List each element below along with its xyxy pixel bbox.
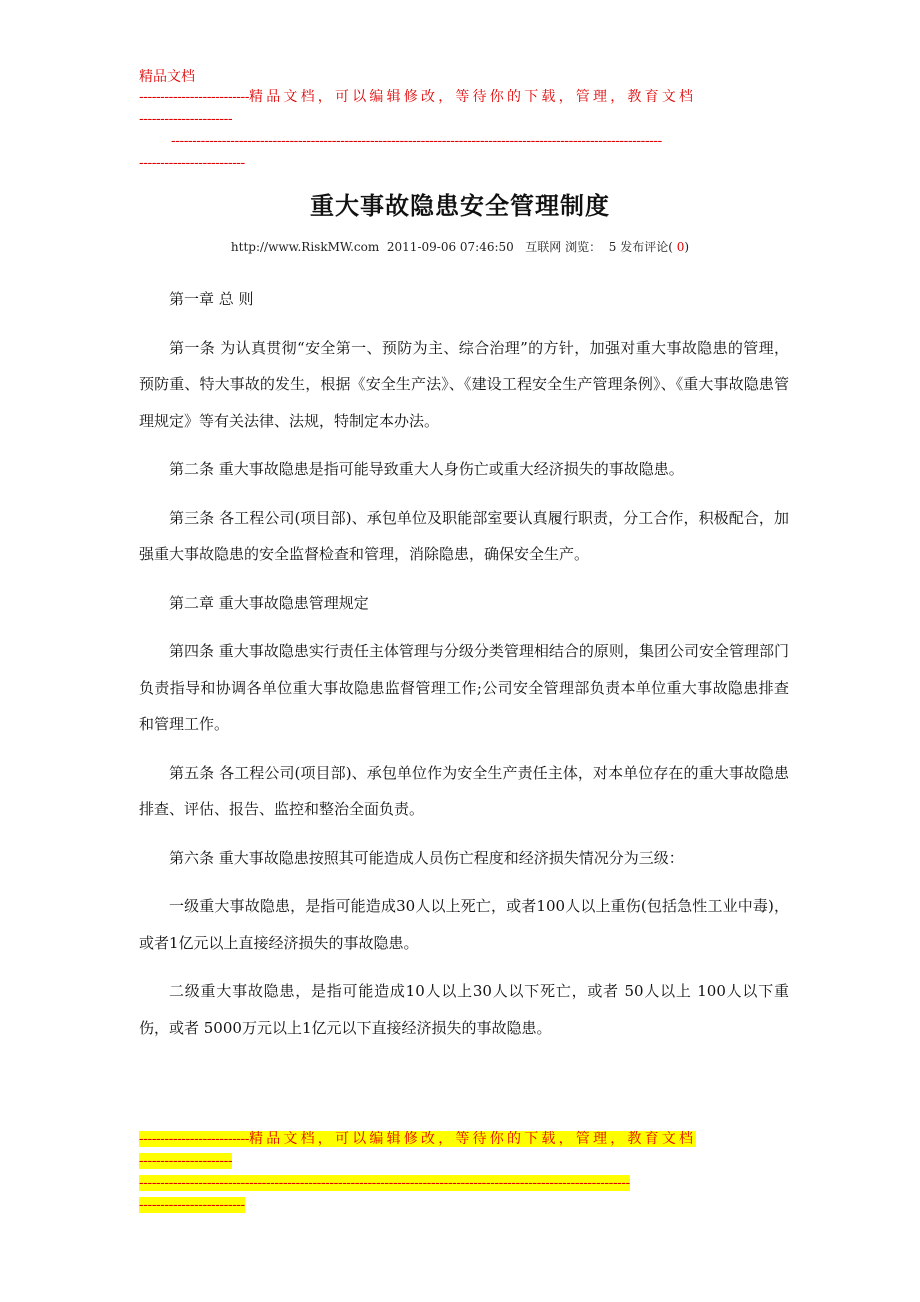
article-paragraph: 一级重大事故隐患，是指可能造成30人以上死亡，或者100人以上重伤(包括急性工业中毒)，或者1亿元以上直接经济损失的事故隐患。 [139, 897, 789, 952]
banner-row-3 [139, 130, 789, 152]
banner-long-dashes: -------------------------------------------------------------------------------------------------------------------- [171, 133, 662, 149]
meta-datetime: 2011-09-06 07:46:50 [386, 240, 514, 254]
meta-source-link[interactable]: http://www.RiskMW.com [230, 240, 380, 254]
article-paragraph: 第二条 重大事故隐患是指可能导致重大人身伤亡或重大经济损失的事故隐患。 [169, 460, 684, 478]
meta-views: 5 [608, 240, 617, 254]
banner-trailing-dashes: ---------------------- [139, 111, 233, 127]
banner-row-1 [139, 1128, 789, 1150]
banner-trailing-dashes: ---------------------- [139, 1153, 233, 1169]
banner-text: 精品文档，可以编辑修改，等待你的下载，管理，教育文档 [249, 89, 697, 105]
banner-row-4 [139, 152, 789, 174]
banner-row-3 [139, 1172, 789, 1194]
banner-row-2 [139, 108, 789, 130]
article-paragraph: 第三条 各工程公司(项目部)、承包单位及职能部室要认真履行职责，分工合作，积极配合，加强重大事故隐患的安全监督检查和管理，消除隐患，确保安全生产。 [139, 508, 789, 563]
article-body [139, 281, 789, 1058]
banner-end-dashes: ------------------------- [139, 1197, 245, 1213]
banner-row-1 [139, 86, 789, 108]
meta-comments-close: ) [684, 240, 690, 254]
meta-comments-link[interactable]: 发布评论( [620, 240, 673, 254]
bottom-banner [139, 1128, 789, 1216]
article-meta [0, 238, 920, 255]
banner-long-dashes: -------------------------------------------------------------------------------------------------------------------- [139, 1175, 630, 1191]
banner-row-4 [139, 1194, 789, 1216]
chapter-heading: 第二章 重大事故隐患管理规定 [169, 593, 369, 612]
article-paragraph: 第一条 为认真贯彻“安全第一、预防为主、综合治理”的方针，加强对重大事故隐患的管理，预防重、特大事故的发生，根据《安全生产法》、《建设工程安全生产管理条例》、《重大事故隐患管理规定》等有关法律、法规，特制定本办法。 [139, 338, 789, 430]
page-title: 重大事故隐患安全管理制度 [310, 191, 610, 220]
meta-views-label: 浏览： [565, 240, 602, 254]
article-paragraph: 第四条 重大事故隐患实行责任主体管理与分级分类管理相结合的原则，集团公司安全管理部门负责指导和协调各单位重大事故隐患监督管理工作;公司安全管理部负责本单位重大事故隐患排查和管理工作。 [139, 642, 789, 733]
meta-comments-count: 0 [676, 240, 685, 254]
banner-leading-dashes: -------------------------- [139, 1131, 249, 1147]
header-label: 精品文档 [139, 69, 195, 85]
article-paragraph: 第六条 重大事故隐患按照其可能造成人员伤亡程度和经济损失情况分为三级： [169, 848, 684, 867]
meta-origin: 互联网 [525, 240, 562, 254]
chapter-heading: 第一章 总 则 [169, 290, 254, 308]
banner-leading-dashes: -------------------------- [139, 89, 249, 105]
article-paragraph: 二级重大事故隐患，是指可能造成10人以上30人以下死亡，或者 50人以上 100人以下重伤，或者 5000万元以上1亿元以下直接经济损失的事故隐患。 [139, 982, 789, 1037]
banner-text: 精品文档，可以编辑修改，等待你的下载，管理，教育文档 [249, 1131, 697, 1147]
article-paragraph: 第五条 各工程公司(项目部)、承包单位作为安全生产责任主体，对本单位存在的重大事故隐患排查、评估、报告、监控和整治全面负责。 [139, 763, 789, 818]
banner-end-dashes: ------------------------- [139, 155, 245, 171]
banner-row-2 [139, 1150, 789, 1172]
top-banner [139, 86, 789, 174]
